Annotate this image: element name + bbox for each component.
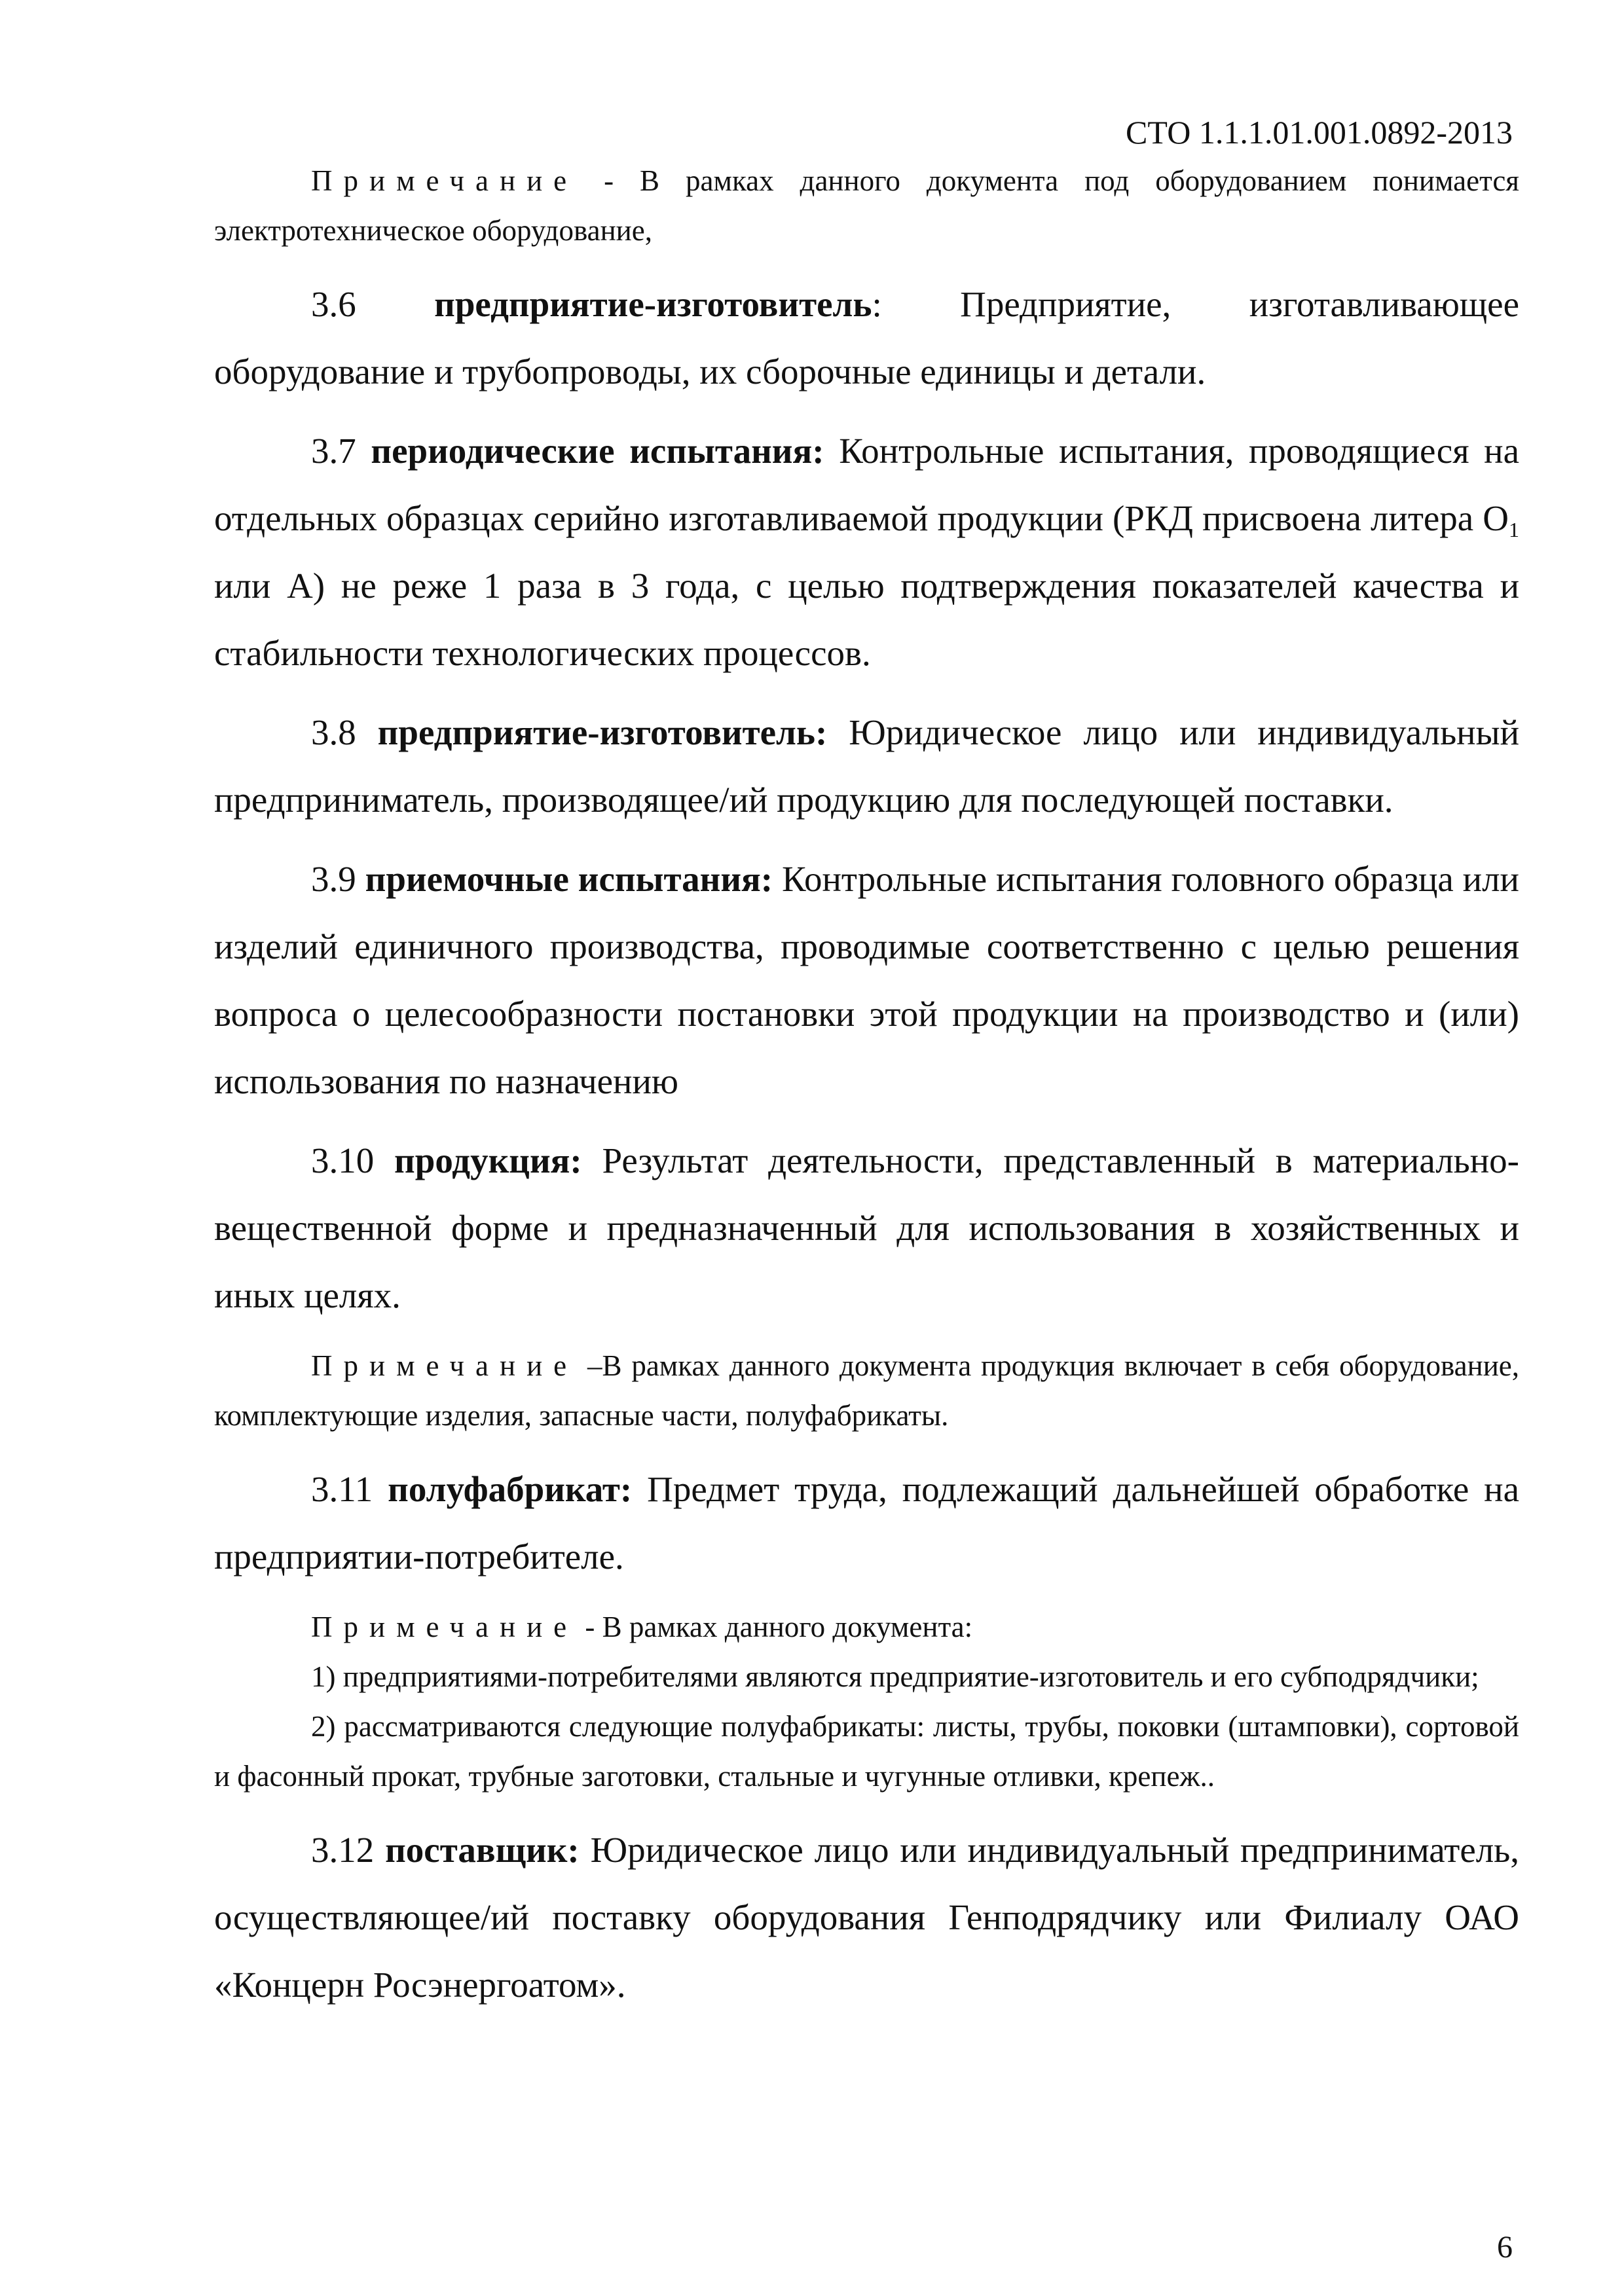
note-list-item-2: 2) рассматриваются следующие полуфабрикаты: листы, трубы, поковки (штамповки), сортовой и фасонный прокат, трубные заготовки, стальные и чугунные отливки, крепеж.. (214, 1710, 1519, 1793)
definition-3-10 (214, 1127, 1519, 1329)
clause-number: 3.7 (311, 431, 356, 471)
note-electrical-equipment (214, 156, 1519, 255)
definition-text: Юридическое лицо или индивидуальный предприниматель, осуществляющее/ий поставку оборудования Генподрядчику или Филиалу ОАО «Концерн Росэнергоатом». (214, 1830, 1520, 2005)
definition-text: Контрольные испытания головного образца или изделий единичного производства, проводимые соответственно с целью решения вопроса о целесообразности постановки этой продукции на производство и (или) использования по назначению (214, 859, 1519, 1101)
definition-3-9 (214, 845, 1519, 1115)
note-text: В рамках данного документа: (602, 1611, 973, 1643)
note-dash: – (578, 1349, 602, 1382)
note-dash: - (578, 1611, 602, 1643)
definition-text: Предмет труда, подлежащий дальнейшей обработке на предприятии-потребителе. (214, 1469, 1519, 1576)
definition-text: Результат деятельности, представленный в материально-вещественной форме и предназначенный для использования в хозяйственных и иных целях. (214, 1140, 1519, 1315)
defined-term: поставщик: (385, 1830, 580, 1870)
clause-number: 3.6 (311, 284, 356, 324)
definition-text: Юридическое лицо или индивидуальный предприниматель, производящее/ий продукцию для последующей поставки. (214, 712, 1519, 820)
definition-text: Контрольные испытания, проводящиеся на отдельных образцах серийно изготавливаемой продукции (РКД присвоена литера О (214, 431, 1519, 538)
note-label: Примечание (311, 1349, 578, 1382)
defined-term: приемочные испытания: (365, 859, 773, 899)
clause-number: 3.9 (311, 859, 356, 899)
definition-3-12 (214, 1816, 1519, 2018)
document-code: СТО 1.1.1.01.001.0892-2013 (1126, 114, 1513, 151)
note-text: В рамках данного документа под оборудованием понимается электротехническое оборудование, (214, 164, 1519, 247)
clause-number: 3.10 (311, 1140, 375, 1180)
defined-term: предприятие-изготовитель: (377, 712, 828, 752)
page-content (214, 156, 1519, 2030)
definition-3-11 (214, 1455, 1519, 1590)
term-separator: : (872, 284, 882, 324)
defined-term: периодические испытания: (371, 431, 824, 471)
defined-term: предприятие-изготовитель (434, 284, 872, 324)
note-text: В рамках данного документа продукция включает в себя оборудование, комплектующие изделия, запасные части, полуфабрикаты. (214, 1349, 1520, 1432)
defined-term: продукция: (394, 1140, 582, 1180)
definition-3-7 (214, 417, 1519, 687)
definition-3-6 (214, 270, 1519, 405)
clause-number: 3.12 (311, 1830, 375, 1870)
note-label: Примечание (311, 1611, 578, 1643)
note-label: Примечание (311, 164, 578, 197)
defined-term: полуфабрикат: (388, 1469, 633, 1509)
page-number: 6 (1497, 2230, 1513, 2265)
note-list-item-1: 1) предприятиями-потребителями являются предприятие-изготовитель и его субподрядчики; (311, 1660, 1479, 1693)
clause-number: 3.11 (311, 1469, 373, 1509)
note-dash: - (578, 164, 640, 197)
definition-text-continued: или А) не реже 1 раза в 3 года, с целью подтверждения показателей качества и стабильности технологических процессов. (214, 566, 1519, 673)
literal-subscript: 1 (1509, 518, 1519, 541)
clause-number: 3.8 (311, 712, 356, 752)
note-products (214, 1341, 1519, 1440)
definition-text: Предприятие, изготавливающее оборудование и трубопроводы, их сборочные единицы и детали. (214, 284, 1519, 392)
definition-3-8 (214, 699, 1519, 833)
note-semi-products (214, 1602, 1519, 1652)
